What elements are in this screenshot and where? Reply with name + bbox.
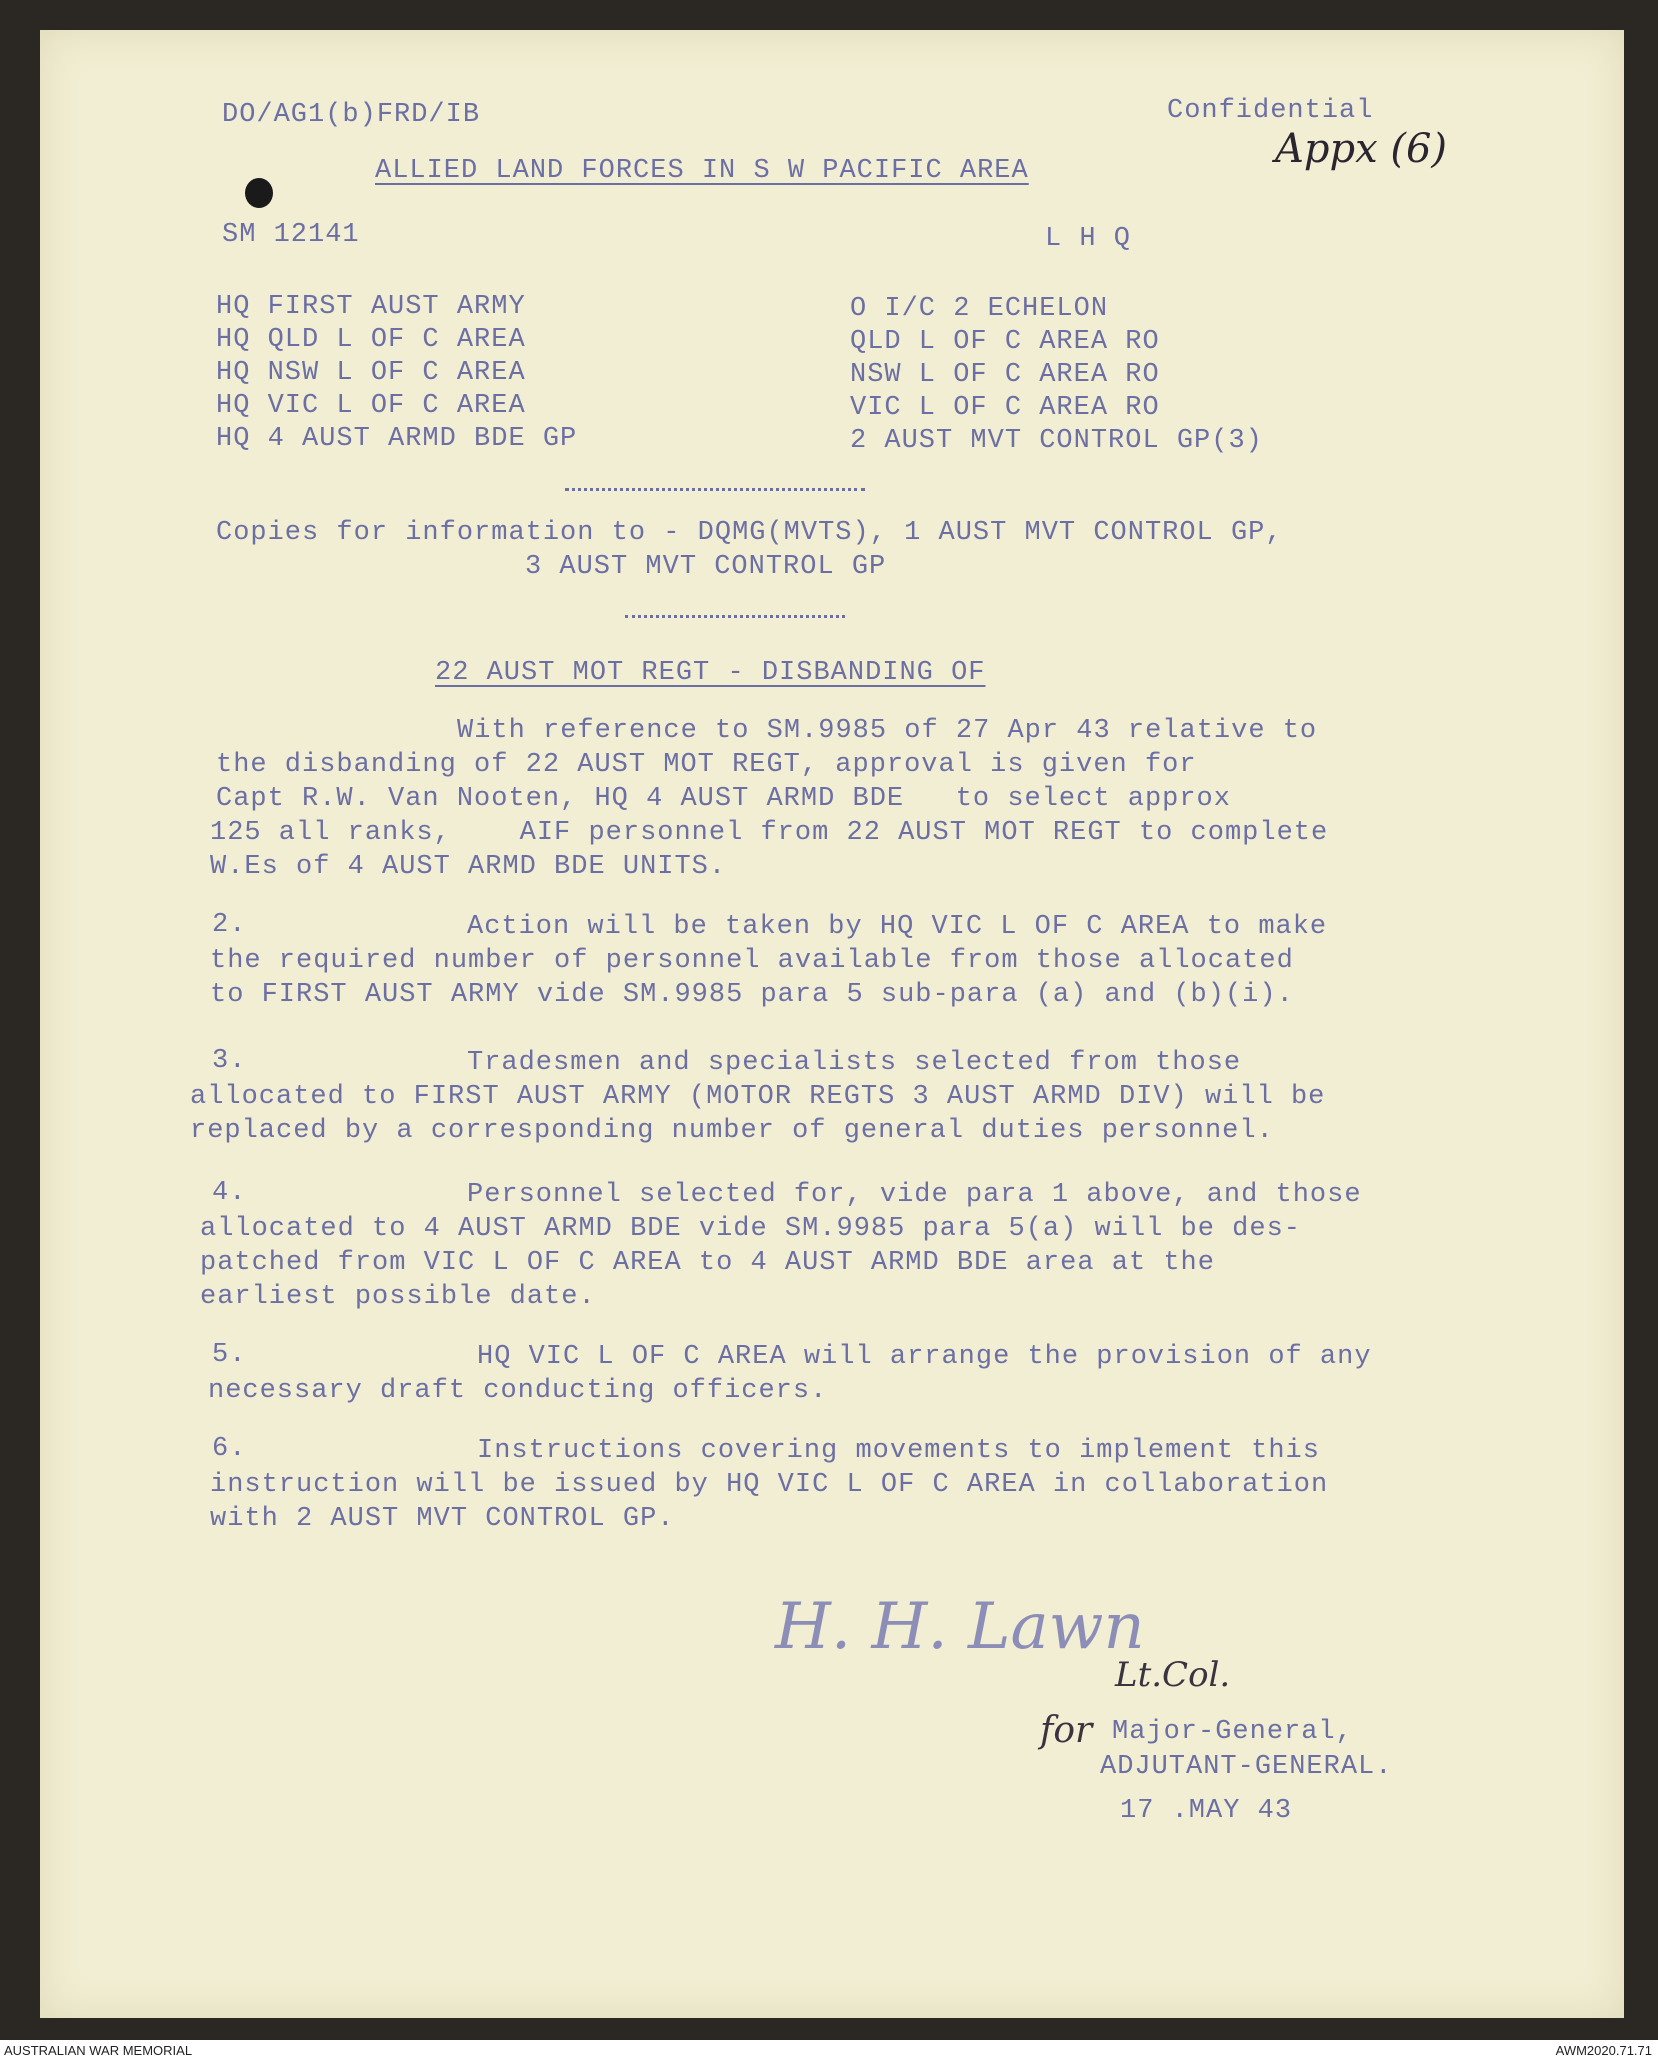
paragraph-line: with 2 AUST MVT CONTROL GP. [210, 1504, 675, 1534]
divider [565, 488, 865, 491]
ink-blot [245, 178, 273, 208]
archive-name: AUSTRALIAN WAR MEMORIAL [4, 2043, 193, 2058]
handwritten-annotation: Appx (6) [1275, 126, 1448, 172]
archive-footer [0, 2040, 1658, 2061]
paragraph-line: allocated to FIRST AUST ARMY (MOTOR REGTS 3 AUST ARMD DIV) will be [190, 1082, 1326, 1112]
paragraph-line: instruction will be issued by HQ VIC L OF C AREA in collaboration [210, 1470, 1329, 1500]
addressee: QLD L OF C AREA RO [850, 327, 1160, 357]
addressee: NSW L OF C AREA RO [850, 360, 1160, 390]
sender: L H Q [1045, 224, 1132, 254]
paragraph-line: necessary draft conducting officers. [208, 1376, 828, 1406]
paragraph-line: Instructions covering movements to implement this [477, 1436, 1320, 1466]
addressee: 2 AUST MVT CONTROL GP(3) [850, 426, 1263, 456]
paragraph-line: the required number of personnel available from those allocated [210, 946, 1294, 976]
addressee: HQ QLD L OF C AREA [216, 325, 526, 355]
paragraph-line: allocated to 4 AUST ARMD BDE vide SM.9985 para 5(a) will be des- [200, 1214, 1301, 1244]
handwritten-signature: H. H. Lawn [775, 1590, 1145, 1664]
handwritten-for: for [1040, 1710, 1093, 1751]
paragraph-number: 3. [212, 1046, 247, 1076]
paragraph-line: replaced by a corresponding number of general duties personnel. [190, 1116, 1274, 1146]
copies-line-1: Copies for information to - DQMG(MVTS), 1 AUST MVT CONTROL GP, [216, 518, 1283, 548]
paragraph-number: 2. [212, 910, 247, 940]
paragraph-line: patched from VIC L OF C AREA to 4 AUST ARMD BDE area at the [200, 1248, 1215, 1278]
addressee: HQ 4 AUST ARMD BDE GP [216, 424, 578, 454]
classification: Confidential [1167, 96, 1374, 126]
paragraph-line: HQ VIC L OF C AREA will arrange the provision of any [477, 1342, 1372, 1372]
addressee: O I/C 2 ECHELON [850, 294, 1109, 324]
document-title: ALLIED LAND FORCES IN S W PACIFIC AREA [375, 156, 1029, 186]
sm-number: SM 12141 [222, 220, 360, 250]
addressee: VIC L OF C AREA RO [850, 393, 1160, 423]
paragraph-line: With reference to SM.9985 of 27 Apr 43 relative to [457, 716, 1318, 746]
subject-heading: 22 AUST MOT REGT - DISBANDING OF [435, 658, 986, 688]
addressee: HQ NSW L OF C AREA [216, 358, 526, 388]
paragraph-number: 4. [212, 1178, 247, 1208]
addressee: HQ VIC L OF C AREA [216, 391, 526, 421]
signatory-rank: Major-General, [1112, 1717, 1353, 1747]
paragraph-line: W.Es of 4 AUST ARMD BDE UNITS. [210, 852, 727, 882]
copies-line-2: 3 AUST MVT CONTROL GP [525, 552, 887, 582]
paragraph-line: Tradesmen and specialists selected from those [467, 1048, 1242, 1078]
file-reference: DO/AG1(b)FRD/IB [222, 100, 481, 130]
paragraph-number: 6. [212, 1434, 247, 1464]
paragraph-line: earliest possible date. [200, 1282, 596, 1312]
paragraph-line: Personnel selected for, vide para 1 above, and those [467, 1180, 1362, 1210]
document-page [40, 30, 1624, 2018]
signatory-appointment: ADJUTANT-GENERAL. [1100, 1752, 1393, 1782]
paragraph-line: Capt R.W. Van Nooten, HQ 4 AUST ARMD BDE to select approx [216, 784, 1231, 814]
handwritten-rank-suffix: Lt.Col. [1115, 1655, 1231, 1695]
paragraph-line: the disbanding of 22 AUST MOT REGT, approval is given for [216, 750, 1197, 780]
document-date: 17 .MAY 43 [1120, 1796, 1293, 1826]
paragraph-line: Action will be taken by HQ VIC L OF C AREA to make [467, 912, 1328, 942]
addressee: HQ FIRST AUST ARMY [216, 292, 526, 322]
paragraph-line: 125 all ranks, AIF personnel from 22 AUST MOT REGT to complete [210, 818, 1329, 848]
paragraph-line: to FIRST AUST ARMY vide SM.9985 para 5 sub-para (a) and (b)(i). [210, 980, 1294, 1010]
accession-number: AWM2020.71.71 [1555, 2043, 1652, 2058]
paragraph-number: 5. [212, 1340, 247, 1370]
divider [625, 615, 845, 618]
